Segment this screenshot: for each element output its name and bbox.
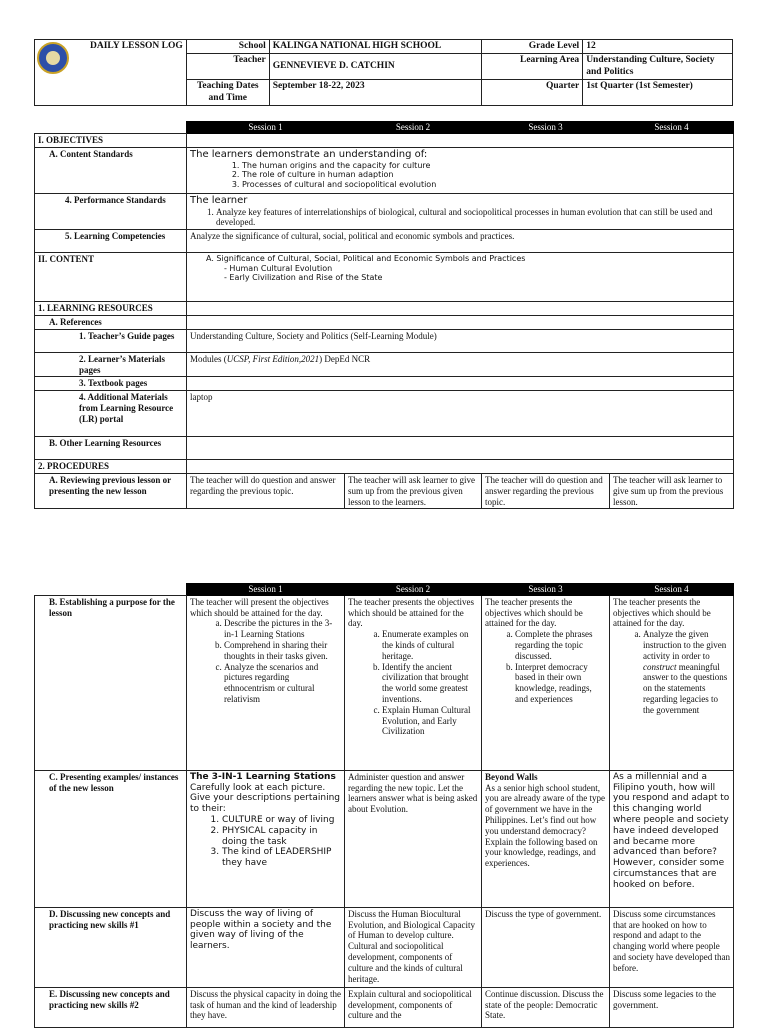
tg-cell: Understanding Culture, Society and Politics (Self-Learning Module) [187,329,734,352]
list-item: 1. The human origins and the capacity for culture [242,161,730,171]
am-cell: laptop [187,391,734,437]
purpose-emphasis: construct [643,661,677,672]
quarter-label: Quarter [482,80,583,106]
purpose-intro: The teacher presents the objectives which should be attained for the day. [485,596,583,629]
content-label: II. CONTENT [35,253,187,302]
presenting-intro: Carefully look at each picture. Give your descriptions pertaining to their: [190,782,341,815]
discuss2-session-3: Continue discussion. Discuss the state of the people: Democratic State. [482,987,610,1027]
list-item: a. Describe the pictures in the 3-in-1 Learning Stations [224,618,341,640]
quarter-value [583,80,733,106]
content-cell [187,253,734,302]
purpose-session-4 [610,595,734,770]
purpose-intro: The teacher presents the objectives which should be attained for the day. [348,596,474,629]
performance-label: 4. Performance Standards [35,193,187,230]
discuss1-session-3: Discuss the type of government. [482,907,610,987]
list-item: a. Complete the phrases regarding the topic discussed. [515,629,606,661]
session-4-header: Session 4 [610,584,734,596]
session-2-header: Session 2 [345,584,482,596]
presenting-session-4: As a millennial and a Filipino youth, how will you respond and adapt to this changing world where people and society have indeed developed and became more advanced than before? However, consider some circumstances that are hooked on before. [610,770,734,907]
purpose-intro: The teacher will present the objectives which should be attained for the day. [190,596,329,618]
list-item: b. Identify the ancient civilization that brought the world some greatest inventions. [382,662,478,705]
discuss1-session-1: Discuss the way of living of people within a society and the given way of living of the learners. [187,907,345,987]
session-header-row [35,122,734,134]
content-sub-item: - Early Civilization and Rise of the State [224,273,383,283]
lm-cell [187,352,734,377]
session-2-header: Session 2 [345,122,482,134]
discuss2-session-2: Explain cultural and sociopolitical development, components of culture and the [345,987,482,1027]
discuss2-session-1: Discuss the physical capacity in doing the task of human and the kind of leadership they have. [187,987,345,1027]
discuss1-session-2: Discuss the Human Biocultural Evolution, and Biological Capacity of Human to develop culture. Cultural and sociopolitical development, components of culture and the kinds of cultural heritage. [345,907,482,987]
session-4-header: Session 4 [610,122,734,134]
purpose-text: Analyze the given instruction to the given activity in order to [643,629,727,661]
competencies-cell: Analyze the significance of cultural, social, political and economic symbols and practices. [187,230,734,253]
page-title: DAILY LESSON LOG [90,41,183,51]
performance-cell [187,193,734,230]
grade-label: Grade Level [482,40,583,54]
tb-label: 3. Textbook pages [35,377,187,391]
discuss2-session-4: Discuss some legacies to the government. [610,987,734,1027]
discuss1-session-4: Discuss some circumstances that are hooked on how to respond and adapt to the changing world where people and society have developed than before. [610,907,734,987]
other-resources-label: B. Other Learning Resources [35,437,187,460]
performance-intro: The learner [190,194,248,206]
purpose-session-3 [482,595,610,770]
presenting-title: The 3-IN-1 Learning Stations [190,771,336,782]
presenting-title: Beyond Walls [485,771,538,782]
review-session-2: The teacher will ask learner to give sum up from the previous given lesson to the learners. [345,473,482,508]
session-3-header: Session 3 [482,122,610,134]
discuss1-label: D. Discussing new concepts and practicing new skills #1 [35,907,187,987]
list-item: c. Analyze the scenarios and pictures regarding ethnocentrism or cultural relativism [224,662,341,705]
content-standards-label: A. Content Standards [35,147,187,193]
purpose-label: B. Establishing a purpose for the lesson [35,595,187,770]
purpose-list [190,618,341,704]
list-item: 3. The kind of LEADERSHIP they have [222,847,341,869]
presenting-list [190,815,341,869]
area-label: Learning Area [482,54,583,80]
teacher-value: GENNEVIEVE D. CATCHIN [269,54,482,80]
performance-list [190,207,730,229]
quarter-text: 1st Quarter (1st Semester) [586,81,693,92]
lm-title: UCSP, First Edition,2021 [226,353,320,364]
presenting-session-2: Administer question and answer regarding the new topic. Let the learners answer what is being asked about Evolution. [345,770,482,907]
purpose-text: meaningful answer to the questions on the statements regarding legacies to the government [643,661,728,715]
list-item: 3. Processes of cultural and sociopolitical evolution [242,180,730,190]
dates-value: September 18-22, 2023 [269,80,482,106]
presenting-label: C. Presenting examples/ instances of the new lesson [35,770,187,907]
procedures-label: 2. PROCEDURES [35,460,187,474]
discuss2-label: E. Discussing new concepts and practicing new skills #2 [35,987,187,1027]
session-1-header: Session 1 [187,122,345,134]
resources-label: 1. LEARNING RESOURCES [35,302,187,316]
session-3-header: Session 3 [482,584,610,596]
list-item: 2. The role of culture in human adaption [242,170,730,180]
review-session-3: The teacher will do question and answer regarding the previous topic. [482,473,610,508]
session-1-header: Session 1 [187,584,345,596]
content-main: A. Significance of Cultural, Social, Political and Economic Symbols and Practices [206,254,526,264]
review-session-4: The teacher will ask learner to give sum up from the previous lesson. [610,473,734,508]
session-header-row [35,584,734,596]
tg-label: 1. Teacher’s Guide pages [35,329,187,352]
school-label: School [186,40,269,54]
list-item: a. Enumerate examples on the kinds of cultural heritage. [382,629,478,661]
list-item: c. Explain Human Cultural Evolution, and Early Civilization [382,705,478,737]
lesson-table-1 [34,121,734,509]
dates-label: Teaching Dates and Time [186,80,269,106]
purpose-intro: The teacher presents the objectives which should be attained for the day. [613,596,711,629]
teacher-label: Teacher [186,54,269,80]
content-sub-item: - Human Cultural Evolution [224,263,333,273]
content-standards-list [190,161,730,190]
content-standards-intro: The learners demonstrate an understanding of: [190,148,428,160]
purpose-list [613,629,730,715]
presenting-text: As a senior high school student, you are already aware of the type of government we have in the Philippines. Let’s find out how you understand democracy? Explain the following based on your knowledge, readings, and experiences. [485,782,605,869]
competencies-label: 5. Learning Competencies [35,230,187,253]
presenting-session-3 [482,770,610,907]
purpose-list [348,629,478,737]
deped-seal-icon [37,42,69,74]
list-item [643,629,730,715]
references-label: A. References [35,315,187,329]
list-item: b. Interpret democracy based in their own knowledge, readings, and experiences [515,662,606,705]
list-item: 1. CULTURE or way of living [222,815,341,826]
content-standards-cell [187,147,734,193]
purpose-session-2 [345,595,482,770]
objectives-label: I. OBJECTIVES [35,133,187,147]
list-item: b. Comprehend in sharing their thoughts in their tasks given. [224,640,341,662]
purpose-session-1 [187,595,345,770]
purpose-list [485,629,606,705]
am-label: 4. Additional Materials from Learning Resource (LR) portal [35,391,187,437]
school-value: KALINGA NATIONAL HIGH SCHOOL [269,40,482,54]
list-item: 1. Analyze key features of interrelationships of biological, cultural and sociopolitical processes in human evolution that can still be used and developed. [216,207,730,229]
header-title-cell [35,40,187,106]
list-item: 2. PHYSICAL capacity in doing the task [222,826,341,848]
lm-text: ) DepEd NCR [319,353,371,364]
header-table [34,39,733,106]
review-label: A. Reviewing previous lesson or presenting the new lesson [35,473,187,508]
lesson-table-2 [34,583,734,1028]
presenting-session-1 [187,770,345,907]
grade-value: 12 [583,40,733,54]
lm-label: 2. Learner’s Materials pages [35,352,187,377]
area-value: Understanding Culture, Society and Politics [583,54,733,80]
lm-text: Modules ( [190,353,227,364]
review-session-1: The teacher will do question and answer regarding the previous topic. [187,473,345,508]
